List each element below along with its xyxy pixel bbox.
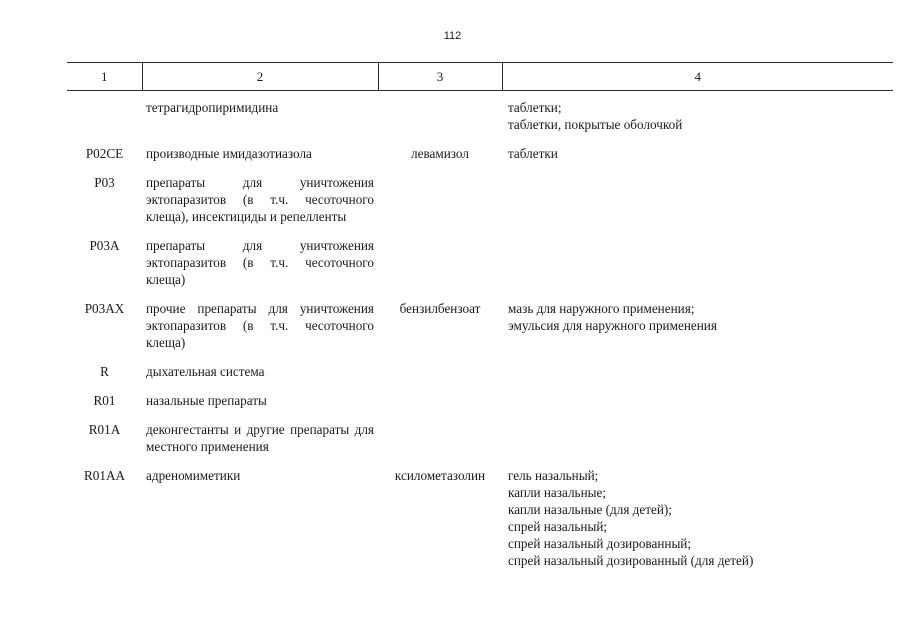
dosage-form-line: спрей назальный дозированный; xyxy=(508,536,692,551)
anatomical-group-cell: производные имидазотиазола xyxy=(146,146,312,161)
drug-name-cell xyxy=(378,384,502,413)
atc-code-cell: P03 xyxy=(94,175,115,190)
dosage-form-line: гель назальный; xyxy=(508,468,599,483)
atc-code-cell: R xyxy=(100,364,109,379)
dosage-forms-cell xyxy=(502,384,893,413)
dosage-forms-cell xyxy=(502,355,893,384)
anatomical-group-cell: прочие препараты для уничтожения эктопаразитов (в т.ч. чесоточного клеща) xyxy=(146,301,374,350)
table-row xyxy=(67,229,893,292)
dosage-forms-cell xyxy=(502,292,893,355)
column-header-2: 2 xyxy=(142,63,378,91)
drug-name-cell: левамизол xyxy=(411,146,469,161)
table-row xyxy=(67,292,893,355)
atc-code-cell: R01AA xyxy=(83,468,126,483)
table-row xyxy=(67,384,893,413)
drug-name-cell: ксилометазолин xyxy=(394,468,486,483)
table-row xyxy=(67,459,893,573)
anatomical-group-cell: назальные препараты xyxy=(146,393,267,408)
anatomical-group-cell: препараты для уничтожения эктопаразитов (в т.ч. чесоточного клеща), инсектициды и репелленты xyxy=(146,175,374,224)
drug-name-cell xyxy=(378,355,502,384)
atc-code-cell: P03AX xyxy=(84,301,125,316)
dosage-form-line: таблетки; xyxy=(508,100,562,115)
dosage-form-line: спрей назальный; xyxy=(508,519,608,534)
dosage-forms-cell xyxy=(502,91,893,138)
anatomical-group-cell: дыхательная система xyxy=(146,364,265,379)
dosage-forms-cell xyxy=(502,137,893,166)
table-body xyxy=(67,91,893,574)
drug-name-cell: бензилбензоат xyxy=(399,301,481,316)
atc-code-cell: P02CE xyxy=(85,146,124,161)
dosage-forms-cell xyxy=(502,166,893,229)
table-header-row xyxy=(67,63,893,91)
dosage-forms-cell xyxy=(502,229,893,292)
column-header-1: 1 xyxy=(67,63,142,91)
atc-code-cell: R01 xyxy=(93,393,116,408)
anatomical-group-cell: адреномиметики xyxy=(146,468,241,483)
anatomical-group-cell: тетрагидропиримидина xyxy=(146,100,279,115)
column-header-4: 4 xyxy=(502,63,893,91)
dosage-form-line: спрей назальный дозированный (для детей) xyxy=(508,553,754,568)
atc-code-cell: P03A xyxy=(89,238,120,253)
table-row xyxy=(67,413,893,459)
drug-name-cell xyxy=(378,229,502,292)
dosage-form-line: таблетки, покрытые оболочкой xyxy=(508,117,683,132)
column-header-3: 3 xyxy=(378,63,502,91)
drug-name-cell xyxy=(378,91,502,138)
table-row xyxy=(67,91,893,138)
table-row xyxy=(67,355,893,384)
drug-name-cell xyxy=(378,413,502,459)
atc-code-cell xyxy=(67,91,142,138)
dosage-form-line: капли назальные (для детей); xyxy=(508,502,672,517)
page-number: 112 xyxy=(443,30,462,42)
anatomical-group-cell: деконгестанты и другие препараты для местного применения xyxy=(146,422,374,454)
table-row xyxy=(67,137,893,166)
dosage-form-line: капли назальные; xyxy=(508,485,606,500)
dosage-forms-cell xyxy=(502,413,893,459)
table-row xyxy=(67,166,893,229)
dosage-form-line: мазь для наружного применения; xyxy=(508,301,695,316)
dosage-form-line: таблетки xyxy=(508,146,558,161)
drug-classification-table xyxy=(67,62,893,573)
anatomical-group-cell: препараты для уничтожения эктопаразитов (в т.ч. чесоточного клеща) xyxy=(146,238,374,287)
atc-code-cell: R01A xyxy=(88,422,121,437)
dosage-form-line: эмульсия для наружного применения xyxy=(508,318,717,333)
drug-name-cell xyxy=(378,166,502,229)
dosage-forms-cell xyxy=(502,459,893,573)
